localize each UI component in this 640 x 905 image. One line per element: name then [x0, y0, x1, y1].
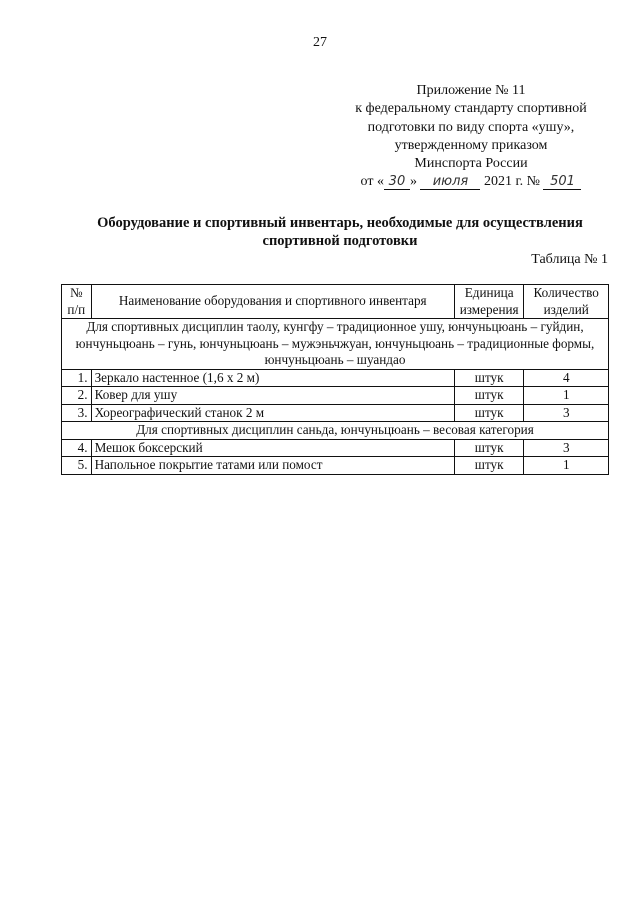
appendix-line: утвержденному приказом: [394, 137, 548, 153]
row-name: Напольное покрытие татами или помост: [91, 457, 454, 475]
order-month: июля: [420, 175, 480, 190]
row-num: 2.: [62, 387, 92, 405]
row-num: 5.: [62, 457, 92, 475]
row-qty: 3: [524, 439, 609, 457]
table-row: [62, 387, 609, 405]
section-heading: Для спортивных дисциплин таолу, кунгфу – традиционное ушу, юнчуньцюань – гуйдин, юнчуньцюань – гунь, юнчуньцюань – мужэньчжуан, юнчуньцюань – традиционные формы, юнчуньцюань – шуандао: [62, 319, 609, 370]
equipment-table: [61, 284, 609, 475]
order-day: 30: [384, 175, 410, 190]
title-line: спортивной подготовки: [262, 233, 418, 249]
section-row: [62, 319, 609, 370]
table-row: [62, 439, 609, 457]
row-unit: штук: [454, 387, 524, 405]
row-name: Ковер для ушу: [91, 387, 454, 405]
table-header-row: [62, 285, 609, 319]
row-name: Зеркало настенное (1,6 х 2 м): [91, 369, 454, 387]
appendix-block: [335, 82, 607, 192]
row-name: Мешок боксерский: [91, 439, 454, 457]
section-row: [62, 422, 609, 440]
row-qty: 1: [524, 457, 609, 475]
row-unit: штук: [454, 457, 524, 475]
row-name: Хореографический станок 2 м: [91, 404, 454, 422]
order-mid: »: [409, 174, 417, 190]
row-qty: 1: [524, 387, 609, 405]
header-name: Наименование оборудования и спортивного инвентаря: [91, 285, 454, 319]
section-heading: Для спортивных дисциплин саньда, юнчуньцюань – весовая категория: [62, 422, 609, 440]
table-row: [62, 404, 609, 422]
header-unit: Единица измерения: [454, 285, 524, 319]
appendix-line: Приложение № 11: [416, 83, 526, 98]
row-num: 1.: [62, 369, 92, 387]
title-line: Оборудование и спортивный инвентарь, необходимые для осуществления: [97, 215, 583, 231]
order-line: [335, 173, 607, 191]
row-unit: штук: [454, 404, 524, 422]
row-unit: штук: [454, 369, 524, 387]
header-qty: Количество изделий: [524, 285, 609, 319]
table-caption: Таблица № 1: [531, 252, 608, 267]
appendix-line: подготовки по виду спорта «ушу»,: [367, 119, 575, 135]
appendix-line: к федеральному стандарту спортивной: [355, 101, 587, 117]
row-num: 4.: [62, 439, 92, 457]
table-row: [62, 457, 609, 475]
page-number: 27: [313, 35, 327, 50]
appendix-line: Минспорта России: [414, 156, 528, 172]
order-number: 501: [543, 175, 581, 190]
header-num: № п/п: [62, 285, 92, 319]
table-row: [62, 369, 609, 387]
order-year: 2021 г. №: [483, 174, 540, 190]
row-num: 3.: [62, 404, 92, 422]
row-qty: 4: [524, 369, 609, 387]
document-title: [60, 214, 620, 250]
row-qty: 3: [524, 404, 609, 422]
row-unit: штук: [454, 439, 524, 457]
order-prefix: от «: [360, 174, 384, 190]
